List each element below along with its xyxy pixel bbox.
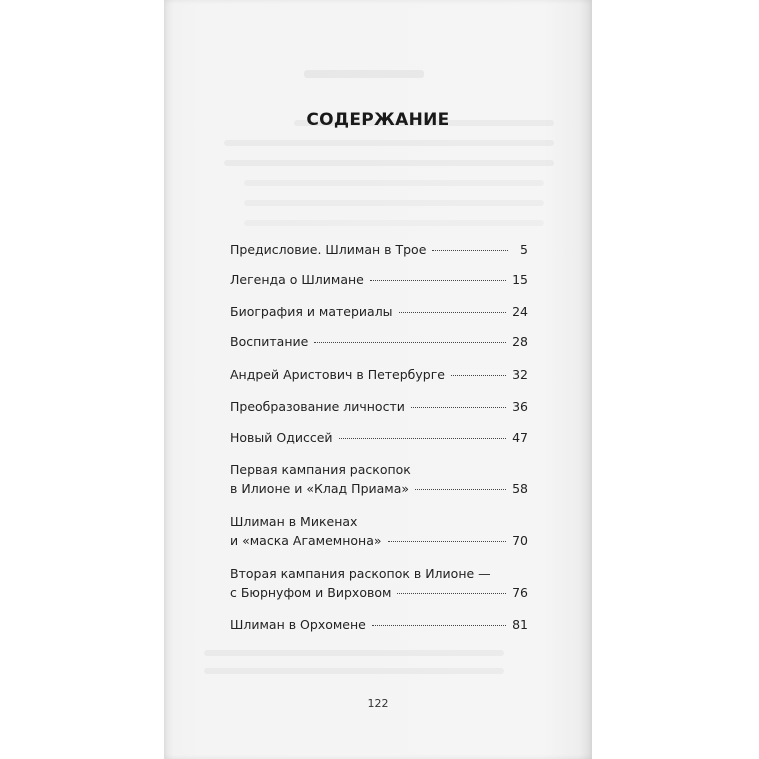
dot-leader (314, 342, 506, 343)
toc-entry-title-line: в Илионе и «Клад Приама» (230, 481, 410, 496)
toc-entry[interactable] (230, 397, 528, 416)
bleed-through-texture (244, 220, 544, 226)
dot-leader (372, 625, 506, 626)
toc-entry[interactable] (230, 332, 528, 351)
dot-leader (397, 593, 506, 594)
toc-entry[interactable] (230, 428, 528, 447)
bleed-through-texture (204, 668, 504, 674)
toc-entry-page: 76 (512, 585, 528, 600)
toc-entry-page: 70 (512, 533, 528, 548)
toc-entry-title: Андрей Аристович в Петербурге (230, 367, 445, 382)
toc-entry-page: 58 (512, 481, 528, 496)
toc-entry-title: Легенда о Шлимане (230, 272, 364, 287)
toc-entry-page: 15 (512, 272, 528, 287)
dot-leader (370, 280, 506, 281)
dot-leader (388, 541, 507, 542)
toc-entry-page: 36 (512, 399, 528, 414)
toc-entry-page: 81 (512, 617, 528, 632)
book-page (164, 0, 592, 759)
toc-entry-title: Преобразование личности (230, 399, 405, 414)
dot-leader (432, 250, 508, 251)
toc-entry-title-line: Первая кампания раскопок (230, 462, 411, 477)
toc-entry-title-line: Вторая кампания раскопок в Илионе — (230, 566, 491, 581)
toc-entry-title-line: Шлиман в Микенах (230, 514, 358, 529)
toc-entry-title: Биография и материалы (230, 304, 393, 319)
bleed-through-texture (244, 200, 544, 206)
toc-entry-page: 47 (512, 430, 528, 445)
dot-leader (451, 375, 506, 376)
toc-entry[interactable] (230, 512, 528, 550)
bleed-through-texture (224, 140, 554, 146)
bleed-through-texture (244, 180, 544, 186)
toc-entry-title: Новый Одиссей (230, 430, 333, 445)
toc-entry-page: 5 (520, 242, 528, 257)
toc-entry-title: Воспитание (230, 334, 309, 349)
toc-entry-page: 24 (512, 304, 528, 319)
toc-entry[interactable] (230, 365, 528, 384)
toc-entry-page: 32 (512, 367, 528, 382)
dot-leader (339, 438, 507, 439)
toc-entry-title: Предисловие. Шлиман в Трое (230, 242, 427, 257)
page-number: 122 (367, 697, 389, 710)
toc-entry-title-line: с Бюрнуфом и Вирховом (230, 585, 392, 600)
toc-entry-page: 28 (512, 334, 528, 349)
toc-entry[interactable] (230, 240, 528, 259)
dot-leader (415, 489, 506, 490)
toc-entry[interactable] (230, 615, 528, 634)
dot-leader (411, 407, 506, 408)
bleed-through-texture (224, 160, 554, 166)
toc-entry[interactable] (230, 270, 528, 289)
toc-entry[interactable] (230, 302, 528, 321)
bleed-through-texture (204, 650, 504, 656)
dot-leader (399, 312, 507, 313)
bleed-through-texture (304, 70, 424, 78)
toc-entry-title: Шлиман в Орхомене (230, 617, 366, 632)
toc-entry[interactable] (230, 564, 528, 602)
toc-entry[interactable] (230, 460, 528, 498)
page-title: СОДЕРЖАНИЕ (306, 110, 450, 130)
toc-entry-title-line: и «маска Агамемнона» (230, 533, 382, 548)
